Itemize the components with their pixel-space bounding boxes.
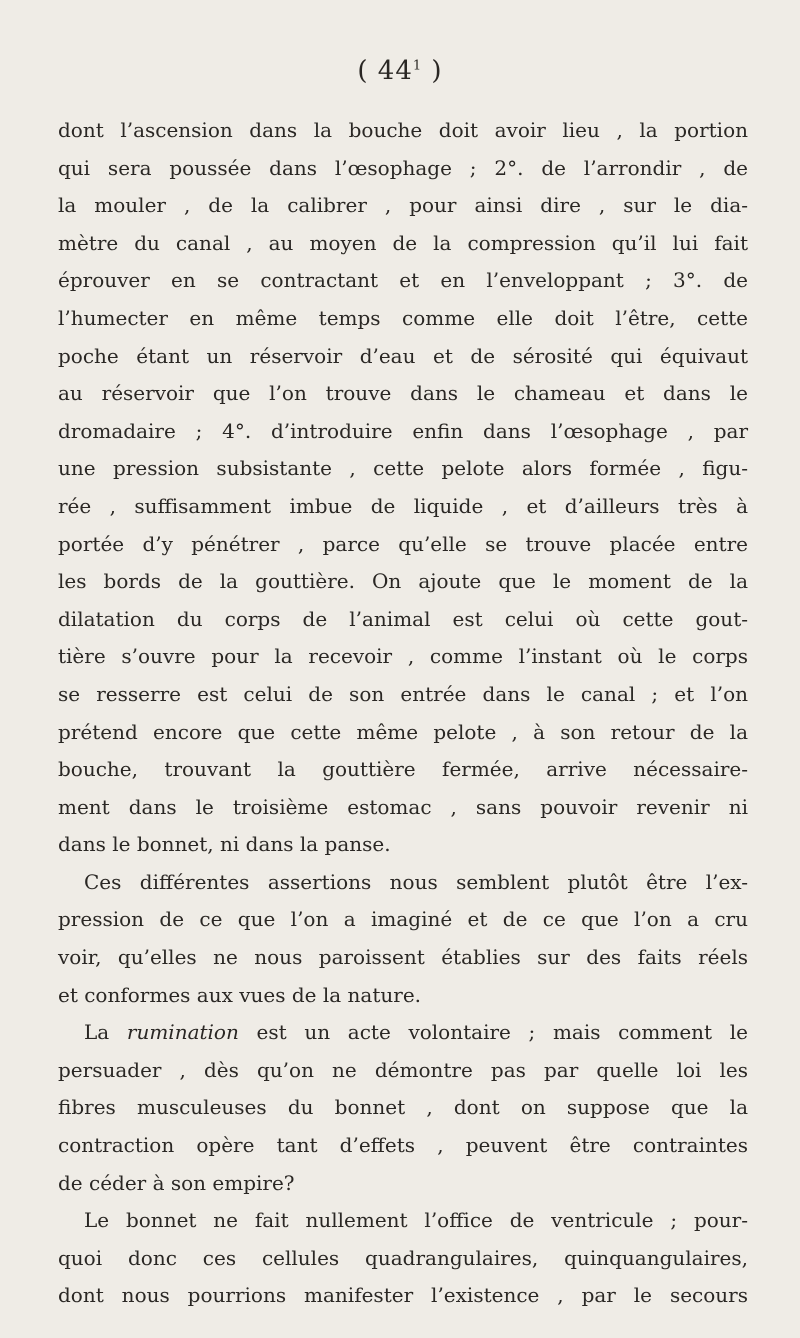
text-line: poche étant un réservoir d’eau et de sérosité qui équivaut — [58, 343, 748, 368]
text-line: bouche, trouvant la gouttière fermée, arrive nécessaire- — [58, 757, 748, 782]
text-line: dans le bonnet, ni dans la panse. — [58, 832, 391, 857]
text-line: qui sera poussée dans l’œsophage ; 2°. de l’arrondir , de — [58, 155, 748, 180]
text-line: dont nous pourrions manifester l’existence , par le secours — [58, 1283, 748, 1308]
text-line: rée , suffisamment imbue de liquide , et d’ailleurs très à — [58, 493, 748, 518]
text-line: persuader , dès qu’on ne démontre pas par quelle loi les — [58, 1057, 748, 1082]
text-line: quoi donc ces cellules quadrangulaires, quinquangulaires, — [58, 1245, 748, 1270]
text-line: se resserre est celui de son entrée dans le canal ; et l’on — [58, 681, 748, 706]
text-line: éprouver en se contractant et en l’enveloppant ; 3°. de — [58, 268, 748, 293]
text-line: dont l’ascension dans la bouche doit avoir lieu , la portion — [58, 118, 748, 142]
text-line: La rumination est un acte volontaire ; mais comment le — [84, 1020, 749, 1045]
text-line: et conformes aux vues de la nature. — [58, 982, 422, 1007]
text-line: tière s’ouvre pour la recevoir , comme l’instant où le corps — [58, 644, 748, 669]
text-line: pression de ce que l’on a imaginé et de ce que l’on a cru — [58, 907, 748, 932]
text-line: de céder à son empire? — [58, 1170, 295, 1195]
text-line: prétend encore que cette même pelote , à son retour de la — [58, 719, 748, 744]
text-line: la mouler , de la calibrer , pour ainsi dire , sur le dia- — [58, 193, 748, 218]
text-line: les bords de la gouttière. On ajoute que le moment de la — [58, 569, 748, 594]
page-number: ( $44^1$ ) — [357, 56, 443, 86]
text-line: dromadaire ; 4°. d’introduire enfin dans l’œsophage , par — [58, 418, 748, 443]
text-line: Le bonnet ne fait nullement l’office de ventricule ; pour- — [84, 1208, 748, 1233]
text-line: contraction opère tant d’effets , peuvent être contraintes — [58, 1133, 748, 1158]
text-line: une pression subsistante , cette pelote alors formée , figu- — [58, 456, 748, 481]
text-line: l’humecter en même temps comme elle doit l’être, cette — [58, 305, 748, 330]
emphasis-rumination: rumination — [126, 1020, 239, 1045]
body-text — [58, 112, 748, 1315]
text-line: fibres musculeuses du bonnet , dont on suppose que la — [58, 1095, 748, 1120]
text-line: voir, qu’elles ne nous paroissent établies sur des faits réels — [58, 945, 748, 970]
text-line: portée d’y pénétrer , parce qu’elle se trouve placée entre — [58, 531, 748, 556]
text-line: dilatation du corps de l’animal est celui où cette gout- — [58, 606, 748, 631]
text-line: ment dans le troisième estomac , sans pouvoir revenir ni — [58, 794, 748, 819]
text-line: mètre du canal , au moyen de la compression qu’il lui fait — [58, 230, 748, 255]
text-line: au réservoir que l’on trouve dans le chameau et dans le — [58, 381, 748, 406]
text-line: Ces différentes assertions nous semblent plutôt être l’ex- — [84, 869, 748, 894]
